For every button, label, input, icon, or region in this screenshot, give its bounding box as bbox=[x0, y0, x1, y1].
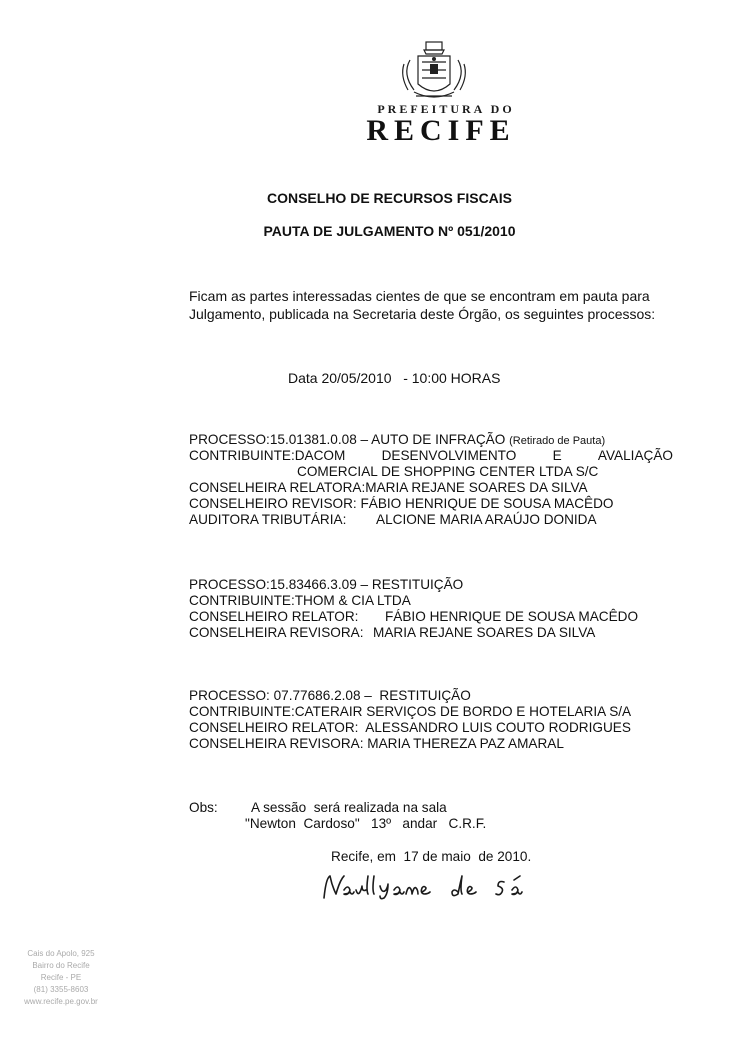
process-1-revisor: CONSELHEIRO REVISOR: FÁBIO HENRIQUE DE SOUSA MACÊDO bbox=[189, 496, 614, 511]
logo-city-name: RECIFE bbox=[366, 114, 516, 147]
process-1-auditora-label: AUDITORA TRIBUTÁRIA: bbox=[189, 512, 347, 527]
footer-address-line: (81) 3355-8603 bbox=[33, 985, 89, 994]
process-1-contribuinte-cont: COMERCIAL DE SHOPPING CENTER LTDA S/C bbox=[297, 464, 599, 479]
process-3-relator: CONSELHEIRO RELATOR: ALESSANDRO LUIS COUTO RODRIGUES bbox=[189, 720, 631, 735]
intro-line-1: Ficam as partes interessadas cientes de que se encontram em pauta para bbox=[189, 288, 650, 304]
footer-address-line: Cais do Apolo, 925 bbox=[27, 949, 95, 958]
pauta-heading: PAUTA DE JULGAMENTO Nº 051/2010 bbox=[263, 223, 516, 239]
process-1-auditora-name: ALCIONE MARIA ARAÚJO DONIDA bbox=[376, 512, 597, 527]
process-2-revisora-label: CONSELHEIRA REVISORA: bbox=[189, 625, 364, 640]
closing-date-line: Recife, em 17 de maio de 2010. bbox=[331, 849, 532, 864]
footer-address-line: www.recife.pe.gov.br bbox=[24, 997, 98, 1006]
council-heading: CONSELHO DE RECURSOS FISCAIS bbox=[266, 190, 513, 206]
obs-label: Obs: bbox=[189, 800, 218, 815]
process-2-revisora-name: MARIA REJANE SOARES DA SILVA bbox=[373, 625, 596, 640]
obs-line-1: A sessão será realizada na sala bbox=[251, 800, 447, 815]
process-2-relator-name: FÁBIO HENRIQUE DE SOUSA MACÊDO bbox=[385, 609, 639, 624]
footer-address bbox=[6, 948, 116, 1008]
session-date: Data 20/05/2010 - 10:00 HORAS bbox=[288, 370, 501, 386]
process-3-contribuinte: CONTRIBUINTE:CATERAIR SERVIÇOS DE BORDO E HOTELARIA S/A bbox=[189, 704, 632, 719]
process-2-relator-label: CONSELHEIRO RELATOR: bbox=[189, 609, 359, 624]
intro-line-2: Julgamento, publicada na Secretaria deste Órgão, os seguintes processos: bbox=[189, 306, 656, 322]
process-2-title: PROCESSO:15.83466.3.09 – RESTITUIÇÃO bbox=[189, 577, 464, 592]
obs-line-2: "Newton Cardoso" 13º andar C.R.F. bbox=[245, 816, 487, 831]
process-1-relatora: CONSELHEIRA RELATORA:MARIA REJANE SOARES DA SILVA bbox=[189, 480, 588, 495]
logo-prefeitura-text: PREFEITURA DO bbox=[377, 102, 515, 116]
process-2-contribuinte: CONTRIBUINTE:THOM & CIA LTDA bbox=[189, 593, 411, 608]
process-1-note: (Retirado de Pauta) bbox=[509, 435, 606, 447]
handwritten-signature bbox=[318, 868, 578, 908]
process-3-revisora: CONSELHEIRA REVISORA: MARIA THEREZA PAZ AMARAL bbox=[189, 736, 564, 751]
process-3-title: PROCESSO: 07.77686.2.08 – RESTITUIÇÃO bbox=[189, 688, 471, 703]
city-coat-of-arms-logo bbox=[396, 40, 472, 102]
footer-address-line: Recife - PE bbox=[40, 973, 82, 982]
process-1-number bbox=[189, 432, 605, 449]
process-1-title: PROCESSO:15.01381.0.08 – AUTO DE INFRAÇÃO bbox=[189, 432, 506, 447]
process-1-contribuinte: CONTRIBUINTE:DACOM DESENVOLVIMENTO E AVALIAÇÃO bbox=[189, 448, 673, 463]
footer-address-line: Bairro do Recife bbox=[32, 961, 90, 970]
